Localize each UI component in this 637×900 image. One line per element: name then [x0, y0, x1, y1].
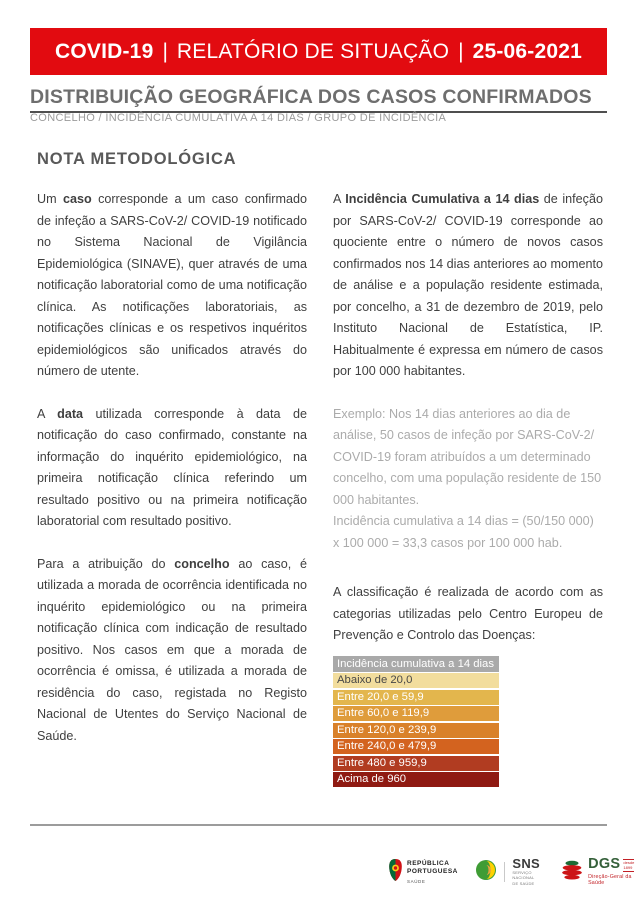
banner-date: 25-06-2021 [472, 39, 582, 63]
paragraph-concelho-post: ao caso, é utilizada a morada de ocorrência identificada no inquérito epidemiológico ou na primeira notificação clínica com indicação de resultado positivo. Nos casos em que a morada de ocorrência é omissa, é utilizada a morada de residência do caso, registada no Registo Nacional de Utentes do Serviço Nacional de Saúde. [37, 556, 307, 743]
left-column [37, 189, 307, 789]
paragraph-incidencia-post: de infeção por SARS-CoV-2/ COVID-19 corresponde ao quociente entre o número de novos casos confirmados nos 14 dias anteriores ao momento de análise e a população residente estimada, por concelho, a 31 de dezembro de 2019, pelo Instituto Nacional de Estatística, IP. Habitualmente é expressa em número de casos por 100 000 habitantes. [333, 192, 603, 378]
paragraph-caso-bold: caso [62, 192, 92, 206]
paragraph-incidencia-bold: Incidência Cumulativa a 14 dias [345, 192, 540, 206]
paragraph-incidencia-pre: A [333, 192, 346, 206]
sns-logo [475, 855, 544, 887]
republica-label-saude: SAÚDE [407, 879, 426, 884]
banner-program: COVID-19 [54, 39, 154, 63]
legend-row-below-20: Abaixo de 20,0 [333, 673, 499, 688]
page-subtitle: CONCELHO / INCIDÊNCIA CUMULATIVA A 14 DIAS / GRUPO DE INCIDÊNCIA [30, 112, 447, 124]
republica-label-line2: PORTUGUESA [407, 868, 458, 875]
example-line-1: Exemplo: Nos 14 dias anteriores ao dia de análise, 50 casos de infeção por SARS-CoV-2/ COVID-19 foram atribuídos a um determinado concelho, com uma população residente de 150 000 habitantes. [333, 406, 602, 507]
banner-separator-2: | [458, 39, 464, 63]
paragraph-caso-pre: Um [37, 192, 63, 206]
sns-sublabel-2: DE SAÚDE [512, 880, 535, 886]
republica-label-line1: REPÚBLICA [407, 860, 450, 867]
sns-sublabel-1: SERVIÇO NACIONAL [512, 870, 535, 880]
paragraph-classificacao: A classificação é realizada de acordo com as categorias utilizadas pelo Centro Europeu de Prevenção e Controlo das Doenças: [333, 585, 603, 642]
section-title: NOTA METODOLÓGICA [37, 150, 237, 168]
example-line-2: Incidência cumulativa a 14 dias = (50/150 000) x 100 000 = 33,3 casos por 100 000 hab. [333, 514, 594, 550]
legend-row-120-239: Entre 120,0 e 239,9 [333, 723, 499, 738]
dgs-logo [561, 858, 637, 885]
paragraph-incidencia [333, 189, 603, 383]
legend-row-above-960: Acima de 960 [333, 772, 499, 787]
dgs-label: DGS [588, 856, 621, 873]
example-block [333, 404, 603, 555]
legend-header: Incidência cumulativa a 14 dias [333, 656, 499, 672]
paragraph-data-post: utilizada corresponde à data de notificação do caso confirmado, constante na informação do inquérito epidemiológico, na primeira notificação clínica referindo um resultado positivo ou na primeira notificação laboratorial com resultado positivo. [37, 406, 307, 528]
right-column [333, 189, 603, 789]
incidence-legend-table [333, 656, 499, 788]
dgs-since-year: 1899 [623, 864, 633, 870]
dgs-since-label [623, 859, 634, 871]
sns-sphere-icon [475, 859, 497, 886]
republica-portuguesa-logo [388, 858, 458, 887]
dgs-sublabel: Direção-Geral da Saúde [588, 873, 632, 886]
dgs-sphere-icon [561, 859, 584, 886]
dgs-since-word: desde [623, 859, 635, 865]
legend-row-240-479: Entre 240,0 e 479,9 [333, 739, 499, 754]
sns-divider [504, 862, 505, 882]
footer-divider [30, 824, 607, 826]
legend-row-480-959: Entre 480 e 959,9 [333, 756, 499, 771]
banner-separator: | [162, 39, 168, 63]
report-banner [30, 28, 607, 75]
paragraph-data-pre: A [37, 406, 58, 421]
paragraph-caso [37, 189, 307, 383]
legend-row-60-119: Entre 60,0 e 119,9 [333, 706, 499, 721]
paragraph-data-bold: data [57, 406, 84, 421]
paragraph-concelho-bold: concelho [174, 556, 230, 571]
republica-shield-icon [388, 858, 403, 887]
legend-row-20-59: Entre 20,0 e 59,9 [333, 690, 499, 705]
footer-logos [388, 852, 637, 892]
page-title: DISTRIBUIÇÃO GEOGRÁFICA DOS CASOS CONFIRMADOS [30, 86, 607, 113]
paragraph-concelho-pre: Para a atribuição do [37, 556, 175, 571]
sns-label: SNS [512, 855, 540, 871]
paragraph-concelho [37, 554, 307, 748]
banner-title: RELATÓRIO DE SITUAÇÃO [176, 39, 450, 63]
paragraph-caso-post: corresponde a um caso confirmado de infeção a SARS-CoV-2/ COVID-19 notificado no Sistema Nacional de Vigilância Epidemiológica (SINAVE), quer através de uma notificação laboratorial como de uma notificação clínica. As notificações laboratoriais, as notificações clínicas e os respetivos inquéritos epidemiológicos são unificados através do número de utente. [37, 192, 307, 378]
paragraph-data [37, 404, 307, 533]
methodology-columns [37, 189, 603, 789]
